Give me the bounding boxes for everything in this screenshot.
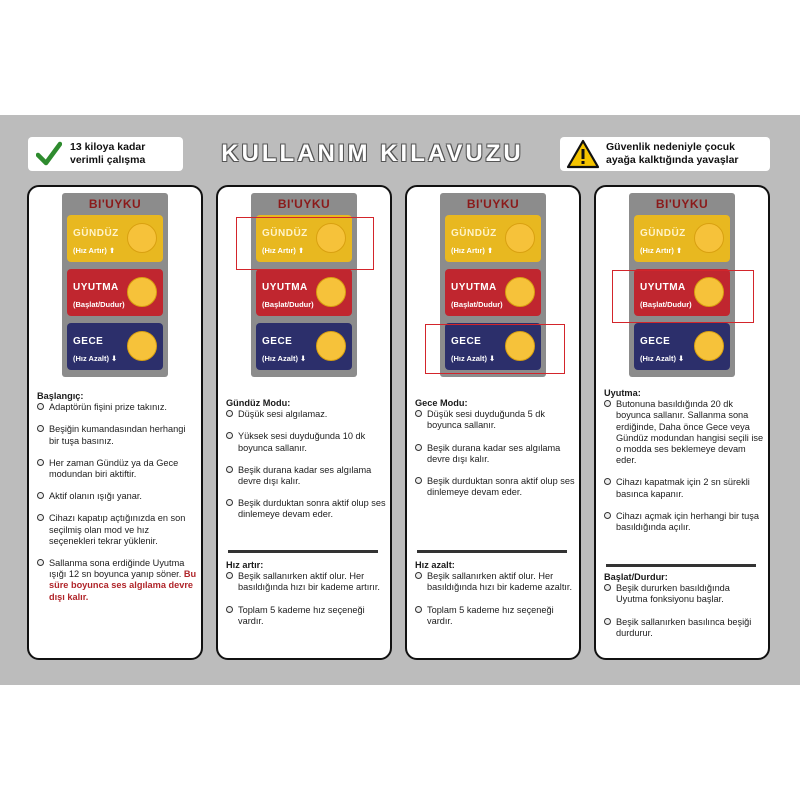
list-item: Yüksek sesi duyduğunda 10 dk boyunca sallanır.: [226, 431, 386, 453]
day-knob-icon: [505, 223, 535, 253]
divider: [417, 550, 567, 553]
night-knob-icon: [316, 331, 346, 361]
device-brand: BI'UYKU: [655, 197, 709, 211]
night-knob-icon: [694, 331, 724, 361]
panel-day-mode: [216, 185, 392, 660]
sleep-knob-icon: [127, 277, 157, 307]
sleep-mode-label: UYUTMA: [73, 282, 119, 293]
highlight-box: [236, 217, 374, 270]
list-item: Beşik sallanırken basılınca beşiği durdurur.: [604, 617, 764, 639]
day-knob-icon: [127, 223, 157, 253]
panel-day-text: [226, 398, 386, 521]
sleep-mode-sub: (Başlat/Dudur): [451, 300, 503, 309]
night-mode-sub: (Hız Azalt) ⬇: [451, 354, 496, 363]
sleep-mode-sub: (Başlat/Dudur): [262, 300, 314, 309]
highlight-box: [612, 270, 754, 323]
divider: [228, 550, 378, 553]
list-item: Beşiğin kumandasından herhangi bir tuşa basınız.: [37, 424, 197, 446]
panel-start-text: [37, 391, 197, 603]
day-knob-icon: [694, 223, 724, 253]
panel-subheading: Başlat/Durdur:: [604, 572, 668, 582]
list-item-text: Sallanma sona erdiğinde Uyutma ışığı 12 sn boyunca yanıp söner.: [49, 558, 185, 580]
list-item: Beşik sallanırken aktif olur. Her basıldığında hızı bir kademe artırır.: [226, 571, 386, 593]
sleep-mode-sub: (Başlat/Dudur): [640, 300, 692, 309]
capacity-badge-line2: verimli çalışma: [70, 154, 146, 166]
panel-heading: Gece Modu:: [415, 398, 468, 408]
list-item: Beşik sallanırken aktif olur. Her basıldığında hızı bir kademe azaltır.: [415, 571, 575, 593]
safety-badge: [560, 137, 770, 171]
panel-subheading: Hız azalt:: [415, 560, 455, 570]
list-item: Cihazı kapatmak için 2 sn sürekli basınca kapanır.: [604, 477, 764, 499]
day-mode-label: GÜNDÜZ: [451, 228, 497, 239]
warning-note: Bu süre boyunca ses algılama devre dışı kalır.: [49, 569, 197, 602]
safety-badge-line2: ayağa kalktığında yavaşlar: [606, 154, 739, 166]
list-item: [37, 558, 197, 603]
day-mode-sub: (Hız Artır) ⬆: [73, 246, 116, 255]
day-mode-sub: (Hız Artır) ⬆: [640, 246, 683, 255]
list-item: Aktif olanın ışığı yanar.: [37, 491, 197, 502]
day-mode-label: GÜNDÜZ: [640, 228, 686, 239]
sleep-knob-icon: [316, 277, 346, 307]
panel-night-text: [415, 398, 575, 498]
day-mode-button: [67, 215, 163, 262]
day-mode-label: GÜNDÜZ: [262, 228, 308, 239]
panel-subheading: Hız artır:: [226, 560, 264, 570]
night-mode-sub: (Hız Azalt) ⬇: [640, 354, 685, 363]
device-brand: BI'UYKU: [277, 197, 331, 211]
sleep-mode-sub: (Başlat/Dudur): [73, 300, 125, 309]
sleep-knob-icon: [505, 277, 535, 307]
night-knob-icon: [127, 331, 157, 361]
panel-night-speed-text: [415, 560, 575, 627]
sleep-mode-button: [445, 269, 541, 316]
capacity-badge-line1: 13 kiloya kadar: [70, 141, 146, 153]
night-mode-sub: (Hız Azalt) ⬇: [262, 354, 307, 363]
list-item: Toplam 5 kademe hız seçeneği vardır.: [415, 605, 575, 627]
list-item: Düşük sesi duyduğunda 5 dk boyunca sallanır.: [415, 409, 575, 431]
night-mode-label: GECE: [73, 336, 104, 347]
day-mode-label: GÜNDÜZ: [73, 228, 119, 239]
list-item: Beşik dururken basıldığında Uyutma fonksiyonu başlar.: [604, 583, 764, 605]
list-item: Beşik durana kadar ses algılama devre dışı kalır.: [415, 443, 575, 465]
night-mode-label: GECE: [262, 336, 293, 347]
night-mode-label: GECE: [451, 336, 482, 347]
sleep-mode-label: UYUTMA: [640, 282, 686, 293]
night-mode-button: [256, 323, 352, 370]
day-mode-button: [445, 215, 541, 262]
list-item: Cihazı kapatıp açtığınızda en son seçilmiş olan mod ve hız seçenekleri tekrar yüklenir.: [37, 513, 197, 547]
panel-sleep-text: [604, 388, 764, 533]
day-mode-sub: (Hız Artır) ⬆: [262, 246, 305, 255]
day-mode-sub: (Hız Artır) ⬆: [451, 246, 494, 255]
day-mode-button: [634, 215, 730, 262]
sleep-mode-label: UYUTMA: [451, 282, 497, 293]
list-item: Beşik durana kadar ses algılama devre dışı kalır.: [226, 465, 386, 487]
sleep-mode-button: [256, 269, 352, 316]
panel-night-mode: [405, 185, 581, 660]
panel-heading: Gündüz Modu:: [226, 398, 291, 408]
panel-heading: Uyutma:: [604, 388, 641, 398]
sleep-mode-button: [67, 269, 163, 316]
night-mode-button: [634, 323, 730, 370]
list-item: Düşük sesi algılamaz.: [226, 409, 386, 420]
panel-start: [27, 185, 203, 660]
check-icon: [36, 141, 62, 167]
list-item: Butonuna basıldığında 20 dk boyunca sallanır. Sallanma sona erdiğinde, Daha önce Gece veya Gündüz modundan hangisi seçili ise o modda ses beklemeye devam eder.: [604, 399, 764, 466]
panel-heading: Başlangıç:: [37, 391, 84, 401]
sleep-mode-label: UYUTMA: [262, 282, 308, 293]
remote-device: [62, 193, 168, 377]
safety-badge-line1: Güvenlik nedeniyle çocuk: [606, 141, 735, 153]
night-mode-button: [67, 323, 163, 370]
page-title: KULLANIM KILAVUZU: [221, 140, 524, 167]
panel-sleep-start-text: [604, 572, 764, 639]
highlight-box: [425, 324, 565, 374]
list-item: Beşik durduktan sonra aktif olup ses dinlemeye devam eder.: [415, 476, 575, 498]
list-item: Adaptörün fişini prize takınız.: [37, 402, 197, 413]
device-brand: BI'UYKU: [88, 197, 142, 211]
panel-sleep-mode: [594, 185, 770, 660]
list-item: Beşik durduktan sonra aktif olup ses dinlemeye devam eder.: [226, 498, 386, 520]
capacity-badge: [28, 137, 183, 171]
device-brand: BI'UYKU: [466, 197, 520, 211]
warning-icon: [566, 139, 600, 169]
list-item: Cihazı açmak için herhangi bir tuşa basıldığında açılır.: [604, 511, 764, 533]
night-mode-sub: (Hız Azalt) ⬇: [73, 354, 118, 363]
list-item: Her zaman Gündüz ya da Gece modundan biri aktiftir.: [37, 458, 197, 480]
night-mode-label: GECE: [640, 336, 671, 347]
panel-day-speed-text: [226, 560, 386, 627]
list-item: Toplam 5 kademe hız seçeneği vardır.: [226, 605, 386, 627]
divider: [606, 564, 756, 567]
